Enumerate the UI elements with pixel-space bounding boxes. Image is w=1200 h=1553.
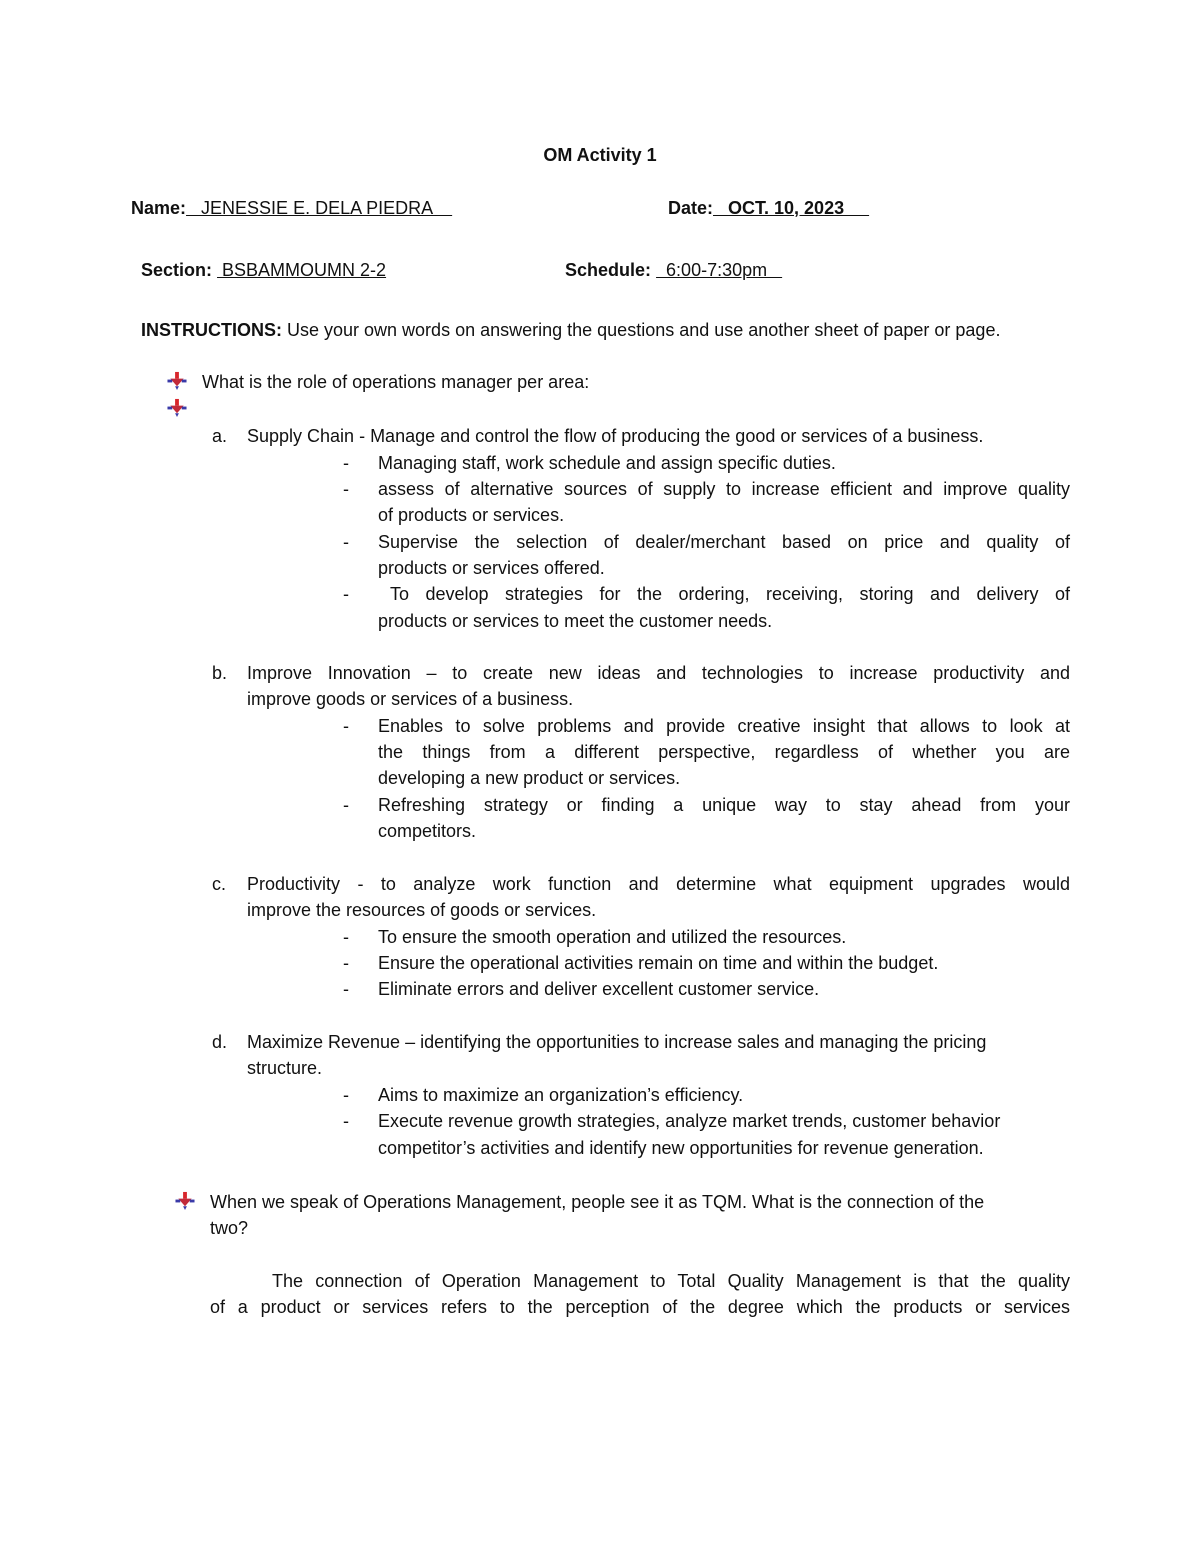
item-c-bullet-3: Eliminate errors and deliver excellent customer service. <box>378 979 820 999</box>
arrow-bullet-icon <box>174 1191 196 1211</box>
instructions-label: INSTRUCTIONS: <box>141 320 282 340</box>
question-2-line-2: two? <box>210 1218 249 1238</box>
item-c-bullet-1: To ensure the smooth operation and utilized the resources. <box>378 927 847 947</box>
item-d-line-2: structure. <box>247 1058 323 1078</box>
arrow-bullet-icon <box>166 398 188 418</box>
item-c-marker: c. <box>212 874 227 894</box>
dash-marker: - <box>343 953 349 973</box>
schedule-row <box>565 260 782 281</box>
date-value: OCT. 10, 2023 <box>713 198 870 218</box>
item-a-bullet-3: Supervise the selection of dealer/merchant based on price and quality of <box>378 532 1070 552</box>
item-c-line-2: improve the resources of goods or services. <box>247 900 597 920</box>
schedule-label: Schedule: <box>565 260 652 280</box>
item-b-line-2: improve goods or services of a business. <box>247 689 574 709</box>
item-d-line-1: Maximize Revenue – identifying the opportunities to increase sales and managing the pricing <box>247 1032 987 1052</box>
name-label: Name: <box>131 198 187 218</box>
name-value: JENESSIE E. DELA PIEDRA <box>186 198 453 218</box>
arrow-bullet-icon <box>166 371 188 391</box>
dash-marker: - <box>343 1085 349 1105</box>
section-row <box>141 260 386 281</box>
item-a-bullet-2: assess of alternative sources of supply to increase efficient and improve quality <box>378 479 1070 499</box>
item-d-bullet-2: Execute revenue growth strategies, analyze market trends, customer behavior <box>378 1111 1001 1131</box>
answer-2-line-2: of a product or services refers to the perception of the degree which the products or services <box>210 1297 1070 1317</box>
item-b-bullet-1: Enables to solve problems and provide creative insight that allows to look at <box>378 716 1070 736</box>
dash-marker: - <box>343 716 349 736</box>
item-b-bullet-2: Refreshing strategy or finding a unique way to stay ahead from your <box>378 795 1070 815</box>
dash-marker: - <box>343 1111 349 1131</box>
item-a-marker: a. <box>212 426 228 446</box>
item-a-bullet-3-cont: products or services offered. <box>378 558 605 578</box>
dash-marker: - <box>343 584 349 604</box>
answer-2-line-1: The connection of Operation Management to Total Quality Management is that the quality <box>272 1271 1070 1291</box>
item-d-marker: d. <box>212 1032 228 1052</box>
dash-marker: - <box>343 927 349 947</box>
question-2-line-1: When we speak of Operations Management, people see it as TQM. What is the connection of the <box>210 1192 985 1212</box>
schedule-value: 6:00-7:30pm <box>656 260 783 280</box>
section-value: BSBAMMOUMN 2-2 <box>217 260 387 280</box>
dash-marker: - <box>343 479 349 499</box>
date-label: Date: <box>668 198 714 218</box>
item-b-bullet-1-cont: the things from a different perspective, regardless of whether you are <box>378 742 1070 762</box>
name-row <box>131 198 452 219</box>
dash-marker: - <box>343 795 349 815</box>
dash-marker: - <box>343 453 349 473</box>
item-c-line-1: Productivity - to analyze work function and determine what equipment upgrades would <box>247 874 1070 894</box>
item-c-bullet-2: Ensure the operational activities remain on time and within the budget. <box>378 953 939 973</box>
item-b-marker: b. <box>212 663 228 683</box>
item-a-bullet-4-cont: products or services to meet the customer needs. <box>378 611 773 631</box>
section-label: Section: <box>141 260 213 280</box>
item-b-bullet-1-cont-2: developing a new product or services. <box>378 768 681 788</box>
question-1: What is the role of operations manager per area: <box>202 372 590 392</box>
dash-marker: - <box>343 532 349 552</box>
date-row <box>668 198 869 219</box>
item-a-line-1: Supply Chain - Manage and control the flow of producing the good or services of a business. <box>247 426 984 446</box>
item-b-line-1: Improve Innovation – to create new ideas and technologies to increase productivity and <box>247 663 1070 683</box>
dash-marker: - <box>343 979 349 999</box>
item-b-bullet-2-cont: competitors. <box>378 821 477 841</box>
instructions <box>141 320 1000 341</box>
item-d-bullet-2-cont: competitor’s activities and identify new opportunities for revenue generation. <box>378 1138 984 1158</box>
page-title: OM Activity 1 <box>543 145 657 165</box>
item-a-bullet-2-cont: of products or services. <box>378 505 565 525</box>
item-a-bullet-4: To develop strategies for the ordering, receiving, storing and delivery of <box>390 584 1070 604</box>
item-d-bullet-1: Aims to maximize an organization’s efficiency. <box>378 1085 744 1105</box>
instructions-text: Use your own words on answering the questions and use another sheet of paper or page. <box>282 320 1001 340</box>
item-a-bullet-1: Managing staff, work schedule and assign specific duties. <box>378 453 836 473</box>
